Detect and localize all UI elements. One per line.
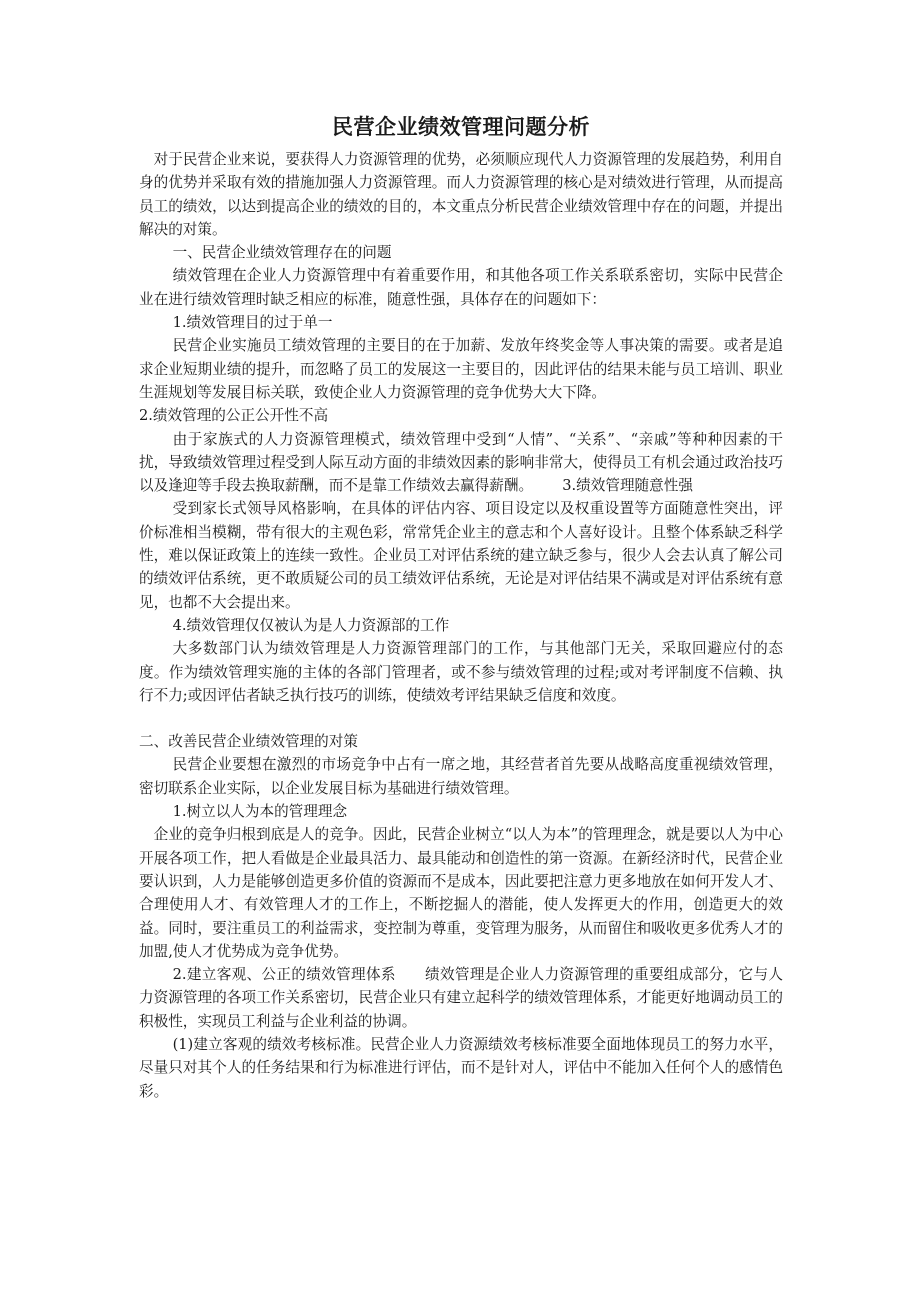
s1-item4-body: 大多数部门认为绩效管理是人力资源管理部门的工作，与其他部门无关，采取回避应付的态度。作为绩效管理实施的主体的各部门管理者，或不参与绩效管理的过程;或对考评制度不信赖、执行不力;或因评估者缺乏执行技巧的训练，使绩效考评结果缺乏信度和效度。 [139,640,783,704]
s2-item2-heading: 2.建立客观、公正的绩效管理体系 [172,966,396,984]
s2-item1-body: 企业的竞争归根到底是人的竞争。因此，民营企业树立“以人为本”的管理理念，就是要以人为中心开展各项工作，把人看做是企业最具活力、最具能动和创造性的第一资源。在新经济时代，民营企业要认识到，人力是能够创造更多价值的资源而不是成本，因此要把注意力更多地放在如何开发人才、合理使用人才、有效管理人才的工作上，不断挖掘人的潜能，使人发挥更大的作用，创造更大的效益。同时，要注重员工的利益需求，变控制为尊重，变管理为服务，从而留住和吸收更多优秀人才的加盟,使人才优势成为竞争优势。 [139,826,783,960]
section1-heading: 一、民营企业绩效管理存在的问题 [172,244,392,262]
section2-heading: 二、改善民营企业绩效管理的对策 [139,733,358,751]
section2-lead: 民营企业要想在激烈的市场竞争中占有一席之地，其经营者首先要从战略高度重视绩效管理，密切联系企业实际，以企业发展目标为基础进行绩效管理。 [139,756,783,797]
document-title: 民营企业绩效管理问题分析 [332,115,590,139]
s1-item4-heading: 4.绩效管理仅仅被认为是人力资源部的工作 [172,616,450,634]
s1-item3-heading: 3.绩效管理随意性强 [562,477,693,495]
s2-item1-heading: 1.树立以人为本的管理理念 [172,803,348,821]
s1-item1-body: 民营企业实施员工绩效管理的主要目的在于加薪、发放年终奖金等人事决策的需要。或者是追求企业短期业绩的提升，而忽略了员工的发展这一主要目的，因此评估的结果未能与员工培训、职业生涯规划等发展目标关联，致使企业人力资源管理的竞争优势大大下降。 [139,337,783,401]
intro-paragraph: 对于民营企业来说，要获得人力资源管理的优势，必须顺应现代人力资源管理的发展趋势，利用自身的优势并采取有效的措施加强人力资源管理。而人力资源管理的核心是对绩效进行管理，从而提高员工的绩效，以达到提高企业的绩效的目的，本文重点分析民营企业绩效管理中存在的问题，并提出解决的对策。 [139,151,783,238]
s1-item1-heading: 1.绩效管理目的过于单一 [172,314,333,332]
s1-item3-body: 受到家长式领导风格影响，在具体的评估内容、项目设定以及权重设置等方面随意性突出，评价标准相当模糊，带有很大的主观色彩，常常凭企业主的意志和个人喜好设计。且整个体系缺乏科学性，难以保证政策上的连续一致性。企业员工对评估系统的建立缺乏参与，很少人会去认真了解公司的绩效评估系统，更不敢质疑公司的员工绩效评估系统，无论是对评估结果不满或是对评估系统有意见，也都不大会提出来。 [139,500,783,611]
section-spacer [139,707,783,730]
s2-item2-paragraph [139,963,783,1033]
section1-lead: 绩效管理在企业人力资源管理中有着重要作用，和其他各项工作关系联系密切，实际中民营企业在进行绩效管理时缺乏相应的标准，随意性强，具体存在的问题如下： [139,267,783,308]
s2-item2-body: 绩效管理是企业人力资源管理的重要组成部分，它与人力资源管理的各项工作关系密切，民营企业只有建立起科学的绩效管理体系，才能更好地调动员工的积极性，实现员工利益与企业利益的协调。 [139,966,783,1030]
s1-item2-heading: 2.绩效管理的公正公开性不高 [139,407,329,425]
s1-item2-body-text: 由于家族式的人力资源管理模式，绩效管理中受到“人情”、“关系”、“亲戚”等种种因素的干扰，导致绩效管理过程受到人际互动方面的非绩效因素的影响非常大，使得员工有机会通过政治技巧以及逢迎等手段去换取薪酬，而不是靠工作绩效去赢得薪酬。 [139,430,783,495]
s1-item2-body [139,428,783,498]
s2-sub1-paragraph: (1)建立客观的绩效考核标准。民营企业人力资源绩效考核标准要全面地体现员工的努力水平，尽量只对其个人的任务结果和行为标准进行评估，而不是针对人，评估中不能加入任何个人的感情色彩。 [139,1035,783,1100]
document-page [139,112,783,1103]
